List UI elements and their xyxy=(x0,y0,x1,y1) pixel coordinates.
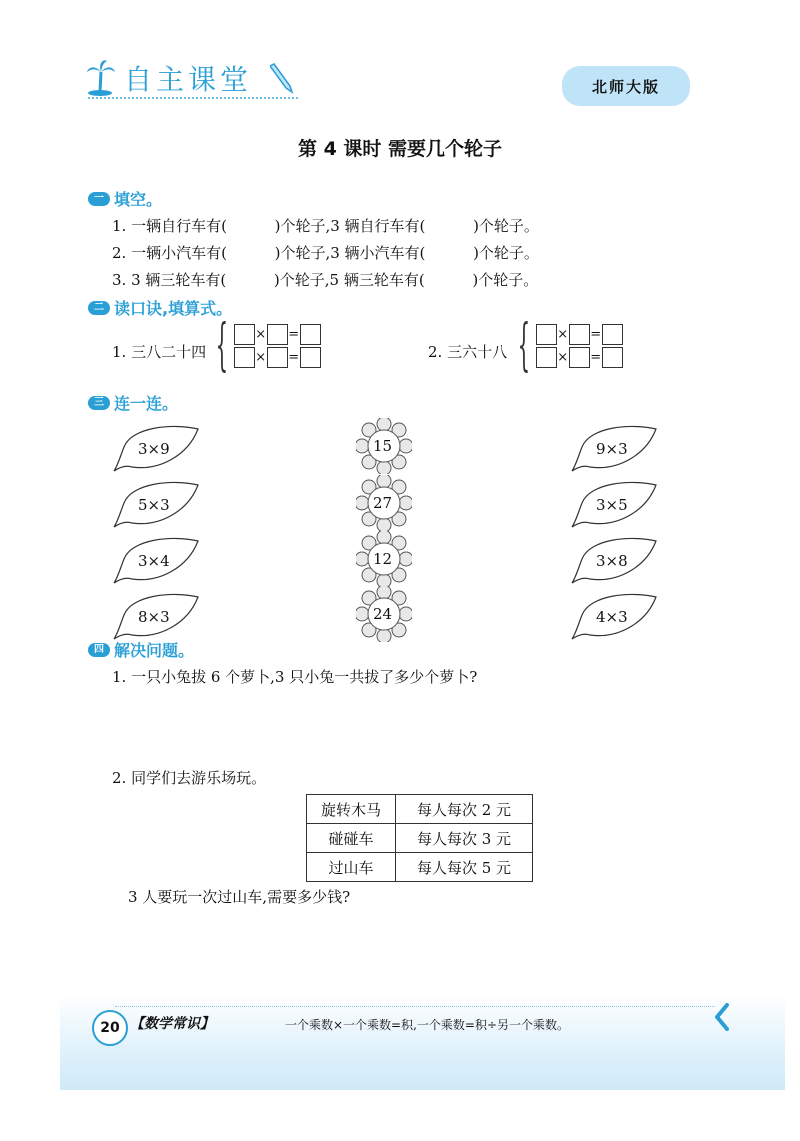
ride-name: 碰碰车 xyxy=(307,824,396,853)
flower-2[interactable] xyxy=(356,475,412,535)
flower-4[interactable] xyxy=(356,586,412,646)
leaf-right-4[interactable] xyxy=(570,593,660,647)
answer-box[interactable] xyxy=(569,324,590,345)
price-table xyxy=(306,794,533,882)
tip-label: 【数学常识】 xyxy=(130,1016,214,1032)
formula-row xyxy=(234,347,321,368)
flower-number: 27 xyxy=(373,494,393,512)
section1-heading xyxy=(88,187,162,210)
fill-line-3: 3. 3 辆三轮车有( )个轮子,5 辆三轮车有( )个轮子。 xyxy=(112,271,539,289)
section1-number: 一 xyxy=(88,192,110,206)
flower-number: 15 xyxy=(373,437,393,455)
times-sign: × xyxy=(557,350,569,365)
flower-number: 12 xyxy=(373,550,393,568)
table-row xyxy=(307,795,533,824)
rhyme-2-label: 2. 三六十八 xyxy=(428,343,508,361)
ride-name: 过山车 xyxy=(307,853,396,882)
brand-title: 自主课堂 xyxy=(124,63,253,96)
lesson-title: 第 4 课时 需要几个轮子 xyxy=(297,138,503,160)
section3-number: 三 xyxy=(88,396,110,410)
section3-title: 连一连。 xyxy=(114,394,179,413)
formula-row xyxy=(536,347,623,368)
footer-divider xyxy=(115,1006,715,1007)
leaf-expression: 3×9 xyxy=(138,440,170,458)
equals-sign: = xyxy=(288,350,300,365)
fill-line-1: 1. 一辆自行车有( )个轮子,3 辆自行车有( )个轮子。 xyxy=(112,217,539,235)
leaf-expression: 3×8 xyxy=(596,552,628,570)
flower-3[interactable] xyxy=(356,531,412,591)
formula-row xyxy=(234,324,321,345)
fill-line-2: 2. 一辆小汽车有( )个轮子,3 辆小汽车有( )个轮子。 xyxy=(112,244,539,262)
leaf-expression: 3×5 xyxy=(596,496,628,514)
pencil-icon xyxy=(270,60,296,98)
answer-box[interactable] xyxy=(602,347,623,368)
leaf-left-3[interactable] xyxy=(112,537,202,591)
times-sign: × xyxy=(255,327,267,342)
section3-heading xyxy=(88,391,178,414)
equals-sign: = xyxy=(288,327,300,342)
ride-price: 每人每次 5 元 xyxy=(396,853,533,882)
answer-box[interactable] xyxy=(569,347,590,368)
ride-price: 每人每次 3 元 xyxy=(396,824,533,853)
header-divider xyxy=(88,97,298,99)
answer-box[interactable] xyxy=(267,324,288,345)
equals-sign: = xyxy=(590,350,602,365)
leaf-expression: 9×3 xyxy=(596,440,628,458)
times-sign: × xyxy=(255,350,267,365)
section4-number: 四 xyxy=(88,643,110,657)
brace-icon: { xyxy=(215,313,229,378)
leaf-right-3[interactable] xyxy=(570,537,660,591)
table-row xyxy=(307,853,533,882)
palm-tree-icon xyxy=(86,58,116,100)
page-number: 20 xyxy=(92,1010,128,1046)
problem-1: 1. 一只小兔拔 6 个萝卜,3 只小兔一共拔了多少个萝卜? xyxy=(112,668,478,686)
formula-row xyxy=(536,324,623,345)
answer-box[interactable] xyxy=(267,347,288,368)
rhyme-1-label: 1. 三八二十四 xyxy=(112,343,207,361)
equals-sign: = xyxy=(590,327,602,342)
leaf-expression: 8×3 xyxy=(138,608,170,626)
leaf-expression: 5×3 xyxy=(138,496,170,514)
tip-text: 一个乘数×一个乘数=积,一个乘数=积÷另一个乘数。 xyxy=(285,1018,570,1032)
brace-icon: { xyxy=(517,313,531,378)
leaf-right-2[interactable] xyxy=(570,481,660,535)
ride-name: 旋转木马 xyxy=(307,795,396,824)
leaf-left-1[interactable] xyxy=(112,425,202,479)
leaf-right-1[interactable] xyxy=(570,425,660,479)
chevron-left-icon[interactable] xyxy=(714,1003,730,1035)
answer-box[interactable] xyxy=(300,324,321,345)
answer-box[interactable] xyxy=(536,347,557,368)
edition-badge: 北师大版 xyxy=(562,66,690,106)
flower-1[interactable] xyxy=(356,418,412,478)
leaf-expression: 4×3 xyxy=(596,608,628,626)
section2-heading xyxy=(88,296,232,319)
answer-box[interactable] xyxy=(300,347,321,368)
section2-title: 读口诀,填算式。 xyxy=(114,299,233,318)
table-row xyxy=(307,824,533,853)
rhyme-1-formulas xyxy=(210,313,321,378)
problem-2-question: 3 人要玩一次过山车,需要多少钱? xyxy=(128,888,351,906)
answer-box[interactable] xyxy=(234,324,255,345)
answer-box[interactable] xyxy=(234,347,255,368)
section1-title: 填空。 xyxy=(114,190,163,209)
flower-number: 24 xyxy=(373,605,393,623)
section2-number: 二 xyxy=(88,301,110,315)
footer-band xyxy=(60,995,785,1090)
times-sign: × xyxy=(557,327,569,342)
leaf-left-2[interactable] xyxy=(112,481,202,535)
section4-heading xyxy=(88,638,194,661)
leaf-expression: 3×4 xyxy=(138,552,170,570)
answer-box[interactable] xyxy=(536,324,557,345)
section4-title: 解决问题。 xyxy=(114,641,195,660)
problem-2: 2. 同学们去游乐场玩。 xyxy=(112,769,267,787)
answer-box[interactable] xyxy=(602,324,623,345)
rhyme-2-formulas xyxy=(512,313,623,378)
ride-price: 每人每次 2 元 xyxy=(396,795,533,824)
